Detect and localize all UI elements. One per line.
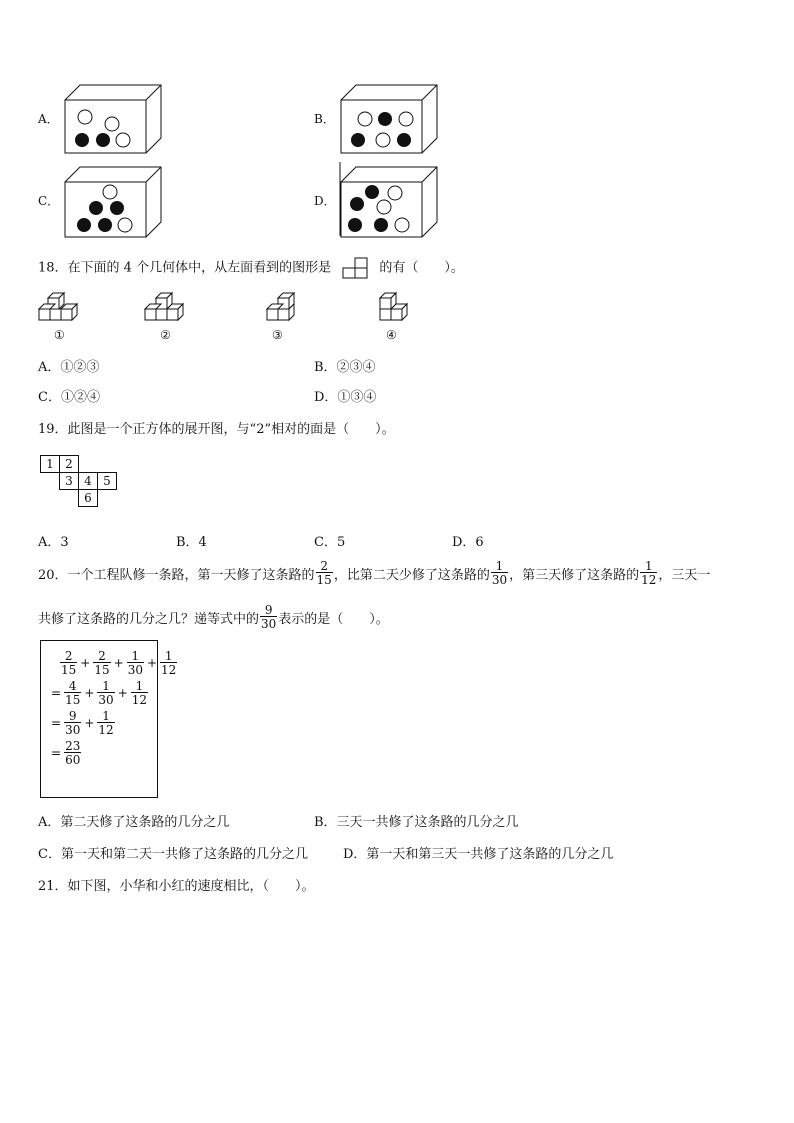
q18-left-view-icon xyxy=(341,256,369,280)
question-21-stem: 21．如下图，小华和小红的速度相比，（ ）。 xyxy=(38,879,315,894)
q19-choice-c[interactable]: C．5 xyxy=(314,535,346,550)
q20-choice-c[interactable]: C．第一天和第二天一共修了这条路的几分之几 xyxy=(38,847,308,862)
q17-option-d-figure xyxy=(336,160,440,240)
q20-choice-b[interactable]: B．三天一共修了这条路的几分之几 xyxy=(314,815,519,830)
q20-fraction-3: $\frac{1}{12}$ xyxy=(641,559,657,587)
q18-choice-c[interactable]: C．①②④ xyxy=(38,390,100,405)
q17-option-d-label[interactable]: D． xyxy=(314,194,336,208)
net-cell: 5 xyxy=(98,473,117,490)
q18-figure-1-label: ① xyxy=(54,328,65,342)
question-19-stem: 19．此图是一个正方体的展开图，与“2”相对的面是（ ）。 xyxy=(38,422,395,437)
net-cell: 3 xyxy=(60,473,79,490)
net-cell: 1 xyxy=(41,456,60,473)
q17-option-c-label[interactable]: C． xyxy=(38,194,60,208)
net-cell: 2 xyxy=(60,456,79,473)
question-20-line-2 xyxy=(38,597,389,637)
q20-fraction-2: $\frac{1}{30}$ xyxy=(491,559,508,587)
net-cell: 6 xyxy=(79,490,98,507)
q19-choice-b[interactable]: B．4 xyxy=(176,535,207,550)
calc-row-1: $\frac{2}{15}$ + $\frac{2}{15}$ + $\frac{1}{30}$ + $\frac{1}{12}$ xyxy=(61,649,177,677)
q18-choice-b[interactable]: B．②③④ xyxy=(314,360,376,375)
calc-row-2: = $\frac{4}{15}$ + $\frac{1}{30}$ + $\frac{1}{12}$ xyxy=(51,679,148,707)
q20-text-5: 共修了这条路的几分之几？递等式中的 xyxy=(38,611,260,627)
q20-text-3: ，第三天修了这条路的 xyxy=(509,567,640,583)
q18-choice-a[interactable]: A．①②③ xyxy=(38,360,100,375)
q20-text-6: 表示的是（ ）。 xyxy=(278,611,389,627)
q20-fraction-4: $\frac{9}{30}$ xyxy=(261,603,277,631)
question-18-stem xyxy=(38,256,464,280)
q18-choice-d[interactable]: D．①③④ xyxy=(314,390,377,405)
q17-option-a-figure xyxy=(62,82,164,156)
q18-figure-2-label: ② xyxy=(160,328,171,342)
q19-cube-net xyxy=(40,455,117,507)
q20-calculation-box xyxy=(40,640,177,798)
q20-text-1: 20．一个工程队修一条路，第一天修了这条路的 xyxy=(38,567,315,583)
question-20-line-1 xyxy=(38,553,710,593)
q18-figure-4-cubes xyxy=(372,290,422,326)
q17-option-a-label[interactable]: A． xyxy=(38,112,59,126)
q20-text-4: ，三天一 xyxy=(658,567,711,583)
q17-option-b-figure xyxy=(338,82,440,156)
q19-choice-a[interactable]: A．3 xyxy=(38,535,69,550)
q18-figure-3-cubes xyxy=(258,290,308,326)
q18-stem-after: 的有（ ）。 xyxy=(379,260,464,276)
q20-choice-d[interactable]: D．第一天和第三天一共修了这条路的几分之几 xyxy=(343,847,614,862)
q18-figure-1-cubes xyxy=(36,290,86,326)
net-cell: 4 xyxy=(79,473,98,490)
q17-option-b-label[interactable]: B． xyxy=(314,112,335,126)
q18-stem-before: 18．在下面的 4 个几何体中，从左面看到的图形是 xyxy=(38,260,332,276)
q18-figure-4-label: ④ xyxy=(386,328,397,342)
q18-figure-2-cubes xyxy=(142,290,192,326)
q20-choice-a[interactable]: A．第二天修了这条路的几分之几 xyxy=(38,815,230,830)
q18-figure-3-label: ③ xyxy=(272,328,283,342)
calc-row-4: = $\frac{23}{60}$ xyxy=(51,739,81,767)
q20-text-2: ，比第二天少修了这条路的 xyxy=(333,567,490,583)
q17-option-c-figure xyxy=(62,164,164,240)
q20-fraction-1: $\frac{2}{15}$ xyxy=(316,559,332,587)
calc-row-3: = $\frac{9}{30}$ + $\frac{1}{12}$ xyxy=(51,709,114,737)
q19-choice-d[interactable]: D．6 xyxy=(452,535,484,550)
